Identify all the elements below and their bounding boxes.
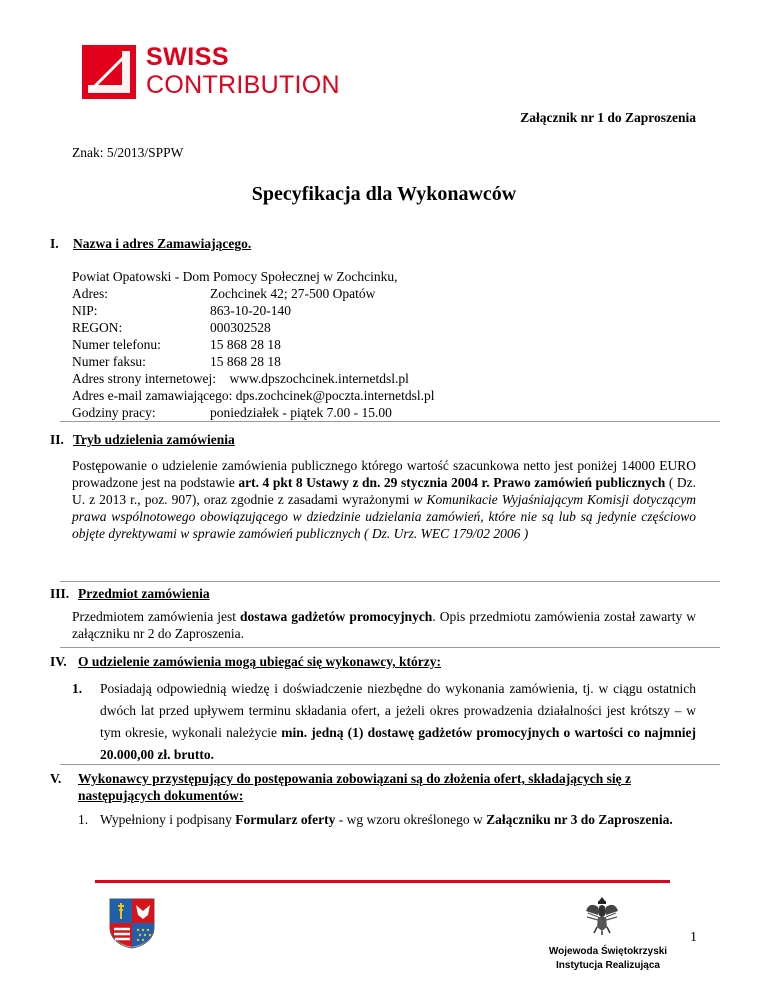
footer-institution: Instytucja Realizująca xyxy=(556,960,660,971)
contact-row-address xyxy=(72,285,696,302)
contact-value: poniedziałek - piątek 7.00 - 15.00 xyxy=(210,405,392,420)
contact-row-regon xyxy=(72,319,696,336)
section-divider xyxy=(60,581,720,582)
section-1-title: Nazwa i adres Zamawiającego. xyxy=(73,236,252,251)
legal-basis: art. 4 pkt 8 Ustawy z dn. 29 stycznia 2004 r. Prawo zamówień publicznych xyxy=(238,475,666,490)
contact-label: Adres strony internetowej: xyxy=(72,371,216,386)
requirement-item xyxy=(72,678,696,766)
contact-details xyxy=(72,268,696,421)
contact-label: NIP: xyxy=(72,303,98,318)
section-3-paragraph xyxy=(72,608,696,642)
text-run: Wypełniony i podpisany xyxy=(100,812,236,827)
swiss-logo-icon xyxy=(82,45,136,99)
contact-label: Adres: xyxy=(72,286,108,301)
text-run: Przedmiotem zamówienia jest xyxy=(72,609,241,624)
section-5-number: V. xyxy=(50,771,62,786)
page-number: 1 xyxy=(690,930,697,945)
reference-number: Znak: 5/2013/SPPW xyxy=(72,145,184,160)
contact-row-fax xyxy=(72,353,696,370)
logo-text-swiss: SWISS xyxy=(146,43,230,71)
section-2-title: Tryb udzielenia zamówienia xyxy=(73,432,235,447)
polish-eagle-icon xyxy=(584,895,620,937)
contact-row-website xyxy=(72,370,696,387)
annex-label: Załącznik nr 1 do Zaproszenia xyxy=(520,110,696,125)
contact-row-phone xyxy=(72,336,696,353)
logo-text-contribution: CONTRIBUTION xyxy=(146,71,340,99)
contact-label: Adres e-mail zamawiającego: xyxy=(72,388,233,403)
contact-label: Numer faksu: xyxy=(72,354,146,369)
section-3-number: III. xyxy=(50,586,70,601)
contact-value: 863-10-20-140 xyxy=(210,303,291,318)
section-1-heading xyxy=(50,236,251,252)
contact-label: REGON: xyxy=(72,320,123,335)
text-run: Posiadają odpowiednią wiedzę i doświadczenie niezbędne do wykonania zamówienia, tj. w ciągu ostatnich dwóch lat przed upływem terminu składania ofert, a jeżeli okres prowadzenia działalności jest krótszy – w tym okresie, wykonali należycie xyxy=(100,681,696,740)
document-item xyxy=(78,811,696,828)
website-link[interactable]: www.dpszochcinek.internetdsl.pl xyxy=(229,371,409,386)
contact-value: 15 868 28 18 xyxy=(210,337,281,352)
annex-reference: Załączniku nr 3 do Zaproszenia. xyxy=(486,812,673,827)
section-divider xyxy=(60,421,720,422)
contact-value: 000302528 xyxy=(210,320,271,335)
section-divider xyxy=(60,647,720,648)
footer-red-line xyxy=(95,880,670,883)
email-link[interactable]: dps.zochcinek@poczta.internetdsl.pl xyxy=(235,388,435,403)
text-run: - wg wzoru określonego w xyxy=(335,812,487,827)
section-3-title: Przedmiot zamówienia xyxy=(78,586,210,601)
contact-row-nip xyxy=(72,302,696,319)
section-divider xyxy=(60,764,720,765)
contact-row-email xyxy=(72,387,696,404)
section-4-title: O udzielenie zamówienia mogą ubiegać się wykonawcy, którzy: xyxy=(78,654,441,669)
contact-label: Numer telefonu: xyxy=(72,337,161,352)
text-run: . Opis przedmiotu zamówienia został zawarty w załączniku nr 2 do Zaproszenia. xyxy=(72,609,697,641)
section-1-number: I. xyxy=(50,236,59,251)
contact-intro: Powiat Opatowski - Dom Pomocy Społecznej w Zochcinku, xyxy=(72,269,398,284)
communication-reference: w Komunikacie Wyjaśniającym Komisji dotyczącym prawa wspólnotowego obowiązującego w dziedzinie udzielania zamówień, które nie są lub są jedynie częściowo objęte dyrektywami w sprawie zamówień publicznych ( Dz. Urz. WEC 179/02 2006 ) xyxy=(72,492,696,541)
swiss-contribution-logo xyxy=(82,45,342,103)
section-4-number: IV. xyxy=(50,654,67,669)
section-5-title: Wykonawcy przystępujący do postępowania zobowiązani są do złożenia ofert, składających się z następujących dokumentów: xyxy=(78,771,631,803)
item-number: 1. xyxy=(78,812,89,827)
section-2-heading xyxy=(50,432,235,448)
contact-value: Zochcinek 42; 27-500 Opatów xyxy=(210,286,376,301)
contact-value: 15 868 28 18 xyxy=(210,354,281,369)
requirement-condition: min. jedną (1) dostawę gadżetów promocyjnych o wartości co najmniej 20.000,00 zł. brutto. xyxy=(100,725,696,762)
offer-form: Formularz oferty xyxy=(235,812,336,827)
section-2-number: II. xyxy=(50,432,64,447)
text-run: ( Dz. U. z 2013 r., poz. 907), oraz zgodnie z zasadami wyrażonymi xyxy=(72,475,696,507)
section-4-heading xyxy=(50,654,441,670)
contact-row-hours xyxy=(72,404,696,421)
page-title: Specyfikacja dla Wykonawców xyxy=(251,183,517,205)
footer-voivode: Wojewoda Świętokrzyski xyxy=(548,946,668,957)
contact-label: Godziny pracy: xyxy=(72,405,156,420)
section-5-heading xyxy=(50,770,700,804)
swietokrzyskie-crest-icon xyxy=(108,897,156,949)
item-number: 1. xyxy=(72,681,83,696)
order-subject: dostawa gadżetów promocyjnych xyxy=(240,609,433,624)
section-2-paragraph xyxy=(72,457,696,542)
section-3-heading xyxy=(50,586,210,602)
text-run: Postępowanie o udzielenie zamówienia publicznego którego wartość szacunkowa netto jest poniżej 14000 EURO prowadzone jest na podstawie xyxy=(72,458,696,490)
